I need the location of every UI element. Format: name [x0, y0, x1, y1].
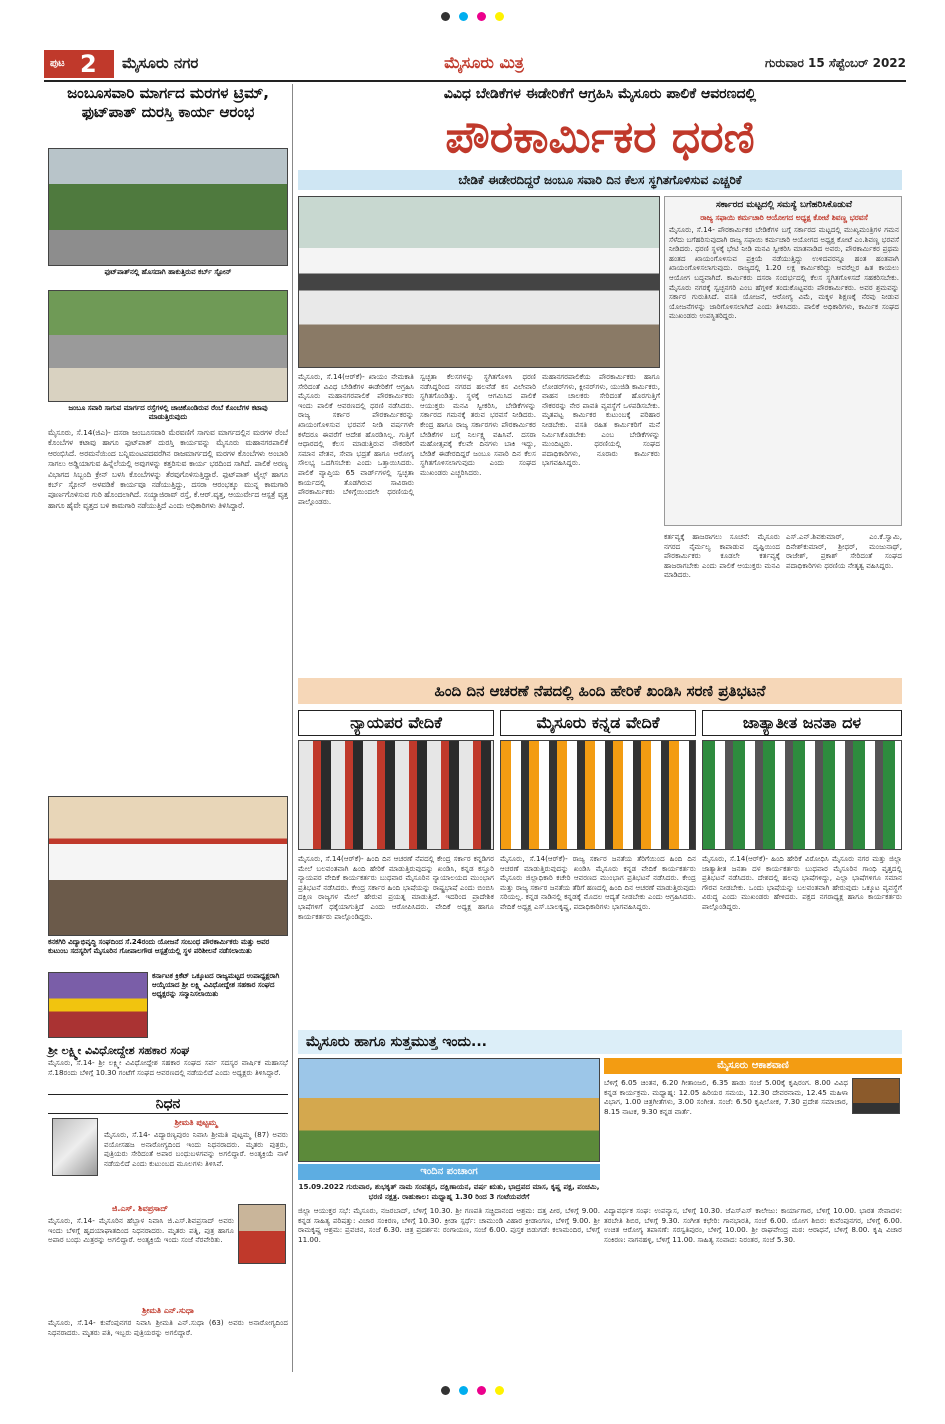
obituary-photo-2 [238, 1204, 286, 1264]
dot-icon [459, 12, 468, 21]
hindi-col3-title: ಜಾತ್ಯಾತೀತ ಜನತಾ ದಳ [702, 710, 902, 736]
obituary-text-3: ಮೈಸೂರು, ಸೆ.14- ಕುವೆಂಪುನಗರ ನಿವಾಸಿ ಶ್ರೀಮತಿ ಎನ್.ಸುಧಾ (63) ಅವರು ಅನಾರೋಗ್ಯದಿಂದ ನಿಧನರಾದರು. ಮೃತರು ಪತಿ, ಇಬ್ಬರು ಪುತ್ರಿಯರನ್ನು ಅಗಲಿದ್ದಾರೆ. [48, 1318, 288, 1337]
hindi-col1-text: ಮೈಸೂರು, ಸೆ.14(ಆರ್‌ಕೆ)- ಹಿಂದಿ ದಿನ ಆಚರಣೆ ನೆಪದಲ್ಲಿ ಕೇಂದ್ರ ಸರ್ಕಾರ ಕನ್ನಡಿಗರ ಮೇಲೆ ಬಲವಂತವಾಗಿ ಹಿಂದಿ ಹೇರಿಕೆ ಮಾಡುತ್ತಿರುವುದನ್ನು ಖಂಡಿಸಿ, ಕನ್ನಡ ಕಸ್ತೂರಿ ನ್ಯಾಯಪರ ವೇದಿಕೆ ಕಾರ್ಯಕರ್ತರು ಬುಧವಾರ ಮೈಸೂರಿನ ನ್ಯಾಯಾಲಯದ ಮುಂಭಾಗ ಪ್ರತಿಭಟನೆ ನಡೆಸಿದರು. ಕೇಂದ್ರ ಸರ್ಕಾರ ಹಿಂದಿ ಭಾಷೆಯನ್ನು ರಾಷ್ಟ್ರಭಾಷೆ ಎಂದು ಬಿಂಬಿಸಿ ದಕ್ಷಿಣ ರಾಜ್ಯಗಳ ಮೇಲೆ ಹೇರುವ ಪ್ರಯತ್ನ ಮಾಡುತ್ತಿದೆ. ಇದರಿಂದ ಪ್ರಾದೇಶಿಕ ಭಾಷೆಗಳಿಗೆ ಧಕ್ಕೆಯಾಗುತ್ತಿದೆ ಎಂದು ಆರೋಪಿಸಿದರು. ವೇದಿಕೆ ಅಧ್ಯಕ್ಷ ಹಾಗೂ ಕಾರ್ಯಕರ್ತರು ಪಾಲ್ಗೊಂಡಿದ್ದರು. [298, 854, 494, 921]
main-body-col5: ಎಸ್.ಎನ್.ಶಿವಕುಮಾರ್, ಎಂ.ಕೆ.ಸ್ವಾಮಿ, ದಿನೇಶ್‌ಕುಮಾರ್, ಶ್ರೀಧರ್, ಮಂಜುನಾಥ್, ರಾಜೇಶ್, ಪ್ರಕಾಶ್ ಸೇರಿದಂತೆ ಸಂಘದ ಪದಾಧಿಕಾರಿಗಳು ಧರಣಿಯ ನೇತೃತ್ವ ವಹಿಸಿದ್ದರು. [786, 532, 902, 570]
page-number: 2 [80, 50, 97, 78]
page-word: ಪುಟ [50, 58, 65, 69]
obituary-name-1: ಶ್ರೀಮತಿ ಪುಟ್ಟಮ್ಮ [174, 1118, 218, 1127]
dot-icon [477, 1386, 486, 1395]
footpath-photo-caption: ಜಂಬೂ ಸವಾರಿ ಸಾಗುವ ಮಾರ್ಗದ ರಸ್ತೆಗಳಲ್ಲಿ ಚಾಚಿಕೊಂಡಿರುವ ರೆಂಬೆ ಕೊಂಬೆಗಳ ಕಟಾವು ಮಾಡುತ್ತಿರುವುದು [68, 404, 268, 421]
panchanga-text: 15.09.2022 ಗುರುವಾರ, ಶುಭಕೃತ್ ನಾಮ ಸಂವತ್ಸರ, ದಕ್ಷಿಣಾಯನ, ವರ್ಷ ಋತು, ಭಾದ್ರಪದ ಮಾಸ, ಕೃಷ್ಣ ಪಕ್ಷ, ಪಂಚಮಿ, ಭರಣಿ ನಕ್ಷತ್ರ. ರಾಹುಕಾಲ: ಮಧ್ಯಾಹ್ನ 1.30 ರಿಂದ 3 ಗಂಟೆಯವರೆಗೆ [298, 1182, 600, 1201]
page-header [44, 50, 906, 80]
trees-photo [48, 148, 288, 266]
protest-photo [298, 196, 660, 368]
dot-icon [441, 12, 450, 21]
radio-text: ಬೆಳಿಗ್ಗೆ 6.05 ಚಿಂತನ, 6.20 ಗೀತಾಂಜಲಿ, 6.35 ಹಾಡು ಸಂಜೆ 5.00ಕ್ಕೆ ಕೃಷಿರಂಗ. 8.00 ವಿವಿಧ ಕನ್ನಡ ಕಾರ್ಯಕ್ರಮ. ಮಧ್ಯಾಹ್ನ: 12.05 ಹಿರಿಯರ ಸಮಯ, 12.30 ದೇವರನಾಮ, 12.45 ಮಹಿಳಾ ವಿಭಾಗ, 1.00 ಚಿತ್ರಗೀತೆಗಳು, 3.00 ಸಂಗೀತ. ಸಂಜೆ: 6.50 ಕೃಷಿಲೋಕ, 7.30 ಪ್ರದೇಶ ಸಮಾಚಾರ, 8.15 ನಾಟಕ, 9.30 ಕನ್ನಡ ವಾರ್ತೆ. [604, 1078, 848, 1116]
hindi-photo-1 [298, 740, 494, 850]
obituary-photo-1 [52, 1118, 98, 1176]
hindi-col3-text: ಮೈಸೂರು, ಸೆ.14(ಆರ್‌ಕೆ)- ಹಿಂದಿ ಹೇರಿಕೆ ವಿರೋಧಿಸಿ ಮೈಸೂರು ನಗರ ಮತ್ತು ಜಿಲ್ಲಾ ಜಾತ್ಯಾತೀತ ಜನತಾ ದಳ ಕಾರ್ಯಕರ್ತರು ಬುಧವಾರ ಮೈಸೂರಿನ ಗಾಂಧಿ ವೃತ್ತದಲ್ಲಿ ಪ್ರತಿಭಟನೆ ನಡೆಸಿದರು. ದೇಶದಲ್ಲಿ ಹಲವು ಭಾಷೆಗಳಿದ್ದು, ಎಲ್ಲಾ ಭಾಷೆಗಳಿಗೂ ಸಮಾನ ಗೌರವ ನೀಡಬೇಕು. ಒಂದು ಭಾಷೆಯನ್ನು ಬಲವಂತವಾಗಿ ಹೇರುವುದು ಒಕ್ಕೂಟ ವ್ಯವಸ್ಥೆಗೆ ವಿರುದ್ಧ ಎಂದು ಮುಖಂಡರು ಹೇಳಿದರು. ಪಕ್ಷದ ನಗರಾಧ್ಯಕ್ಷ ಹಾಗೂ ಕಾರ್ಯಕರ್ತರು ಪಾಲ್ಗೊಂಡಿದ್ದರು. [702, 854, 902, 911]
events-left: ಜಿಲ್ಲಾ ಆಯುಕ್ತರ ಸಭೆ: ಮೈಸೂರು, ನಜರಬಾದ್, ಬೆಳಿಗ್ಗೆ 10.30. ಶ್ರೀ ಗಣಪತಿ ಸಚ್ಚಿದಾನಂದ ಆಶ್ರಮ: ದತ್ತ ಪೀಠ, ಬೆಳಿಗ್ಗೆ 9.00. ಕನ್ನಡ ಸಾಹಿತ್ಯ ಪರಿಷತ್ತು: ವಿಚಾರ ಸಂಕಿರಣ, ಬೆಳಿಗ್ಗೆ 10.30. ಕ್ರೀಡಾ ಸ್ಪರ್ಧೆ: ಚಾಮುಂಡಿ ವಿಹಾರ ಕ್ರೀಡಾಂಗಣ, ಬೆಳಿಗ್ಗೆ 9.00. ಶ್ರೀ ರಾಮಕೃಷ್ಣ ಆಶ್ರಮ: ಪ್ರವಚನ, ಸಂಜೆ 6.30. ಚಿತ್ರ ಪ್ರದರ್ಶನ: ರಂಗಾಯಣ, ಸಂಜೆ 6.00. ಪುಸ್ತಕ ಬಿಡುಗಡೆ: ಕಲಾಮಂದಿರ, ಬೆಳಿಗ್ಗೆ 11.00. [298, 1206, 600, 1244]
obituary-name-2: ಜಿ.ಎಸ್. ಶಿವಪ್ರಸಾದ್ [111, 1204, 169, 1213]
sidebar-title: ಸರ್ಕಾರದ ಮಟ್ಟದಲ್ಲಿ ಸಮಸ್ಯೆ ಬಗೆಹರಿಸಿಕೊಡುವೆ [715, 200, 853, 210]
award-text: ಮೈಸೂರು, ಸೆ.14- ಶ್ರೀ ಲಕ್ಷ್ಮೀ ವಿವಿಧೋದ್ದೇಶ ಸಹಕಾರ ಸಂಘದ ಸರ್ವ ಸದಸ್ಯರ ವಾರ್ಷಿಕ ಮಹಾಸಭೆ ಸೆ.18ರಂದು ಬೆಳಿಗ್ಗೆ 10.30 ಗಂಟೆಗೆ ಸಂಘದ ಆವರಣದಲ್ಲಿ ನಡೆಯಲಿದೆ ಎಂದು ಅಧ್ಯಕ್ಷರು ತಿಳಿಸಿದ್ದಾರೆ. [48, 1058, 288, 1077]
masthead: ಮೈಸೂರು ಮಿತ್ರ [444, 53, 524, 72]
left-headline: ಜಂಬೂಸವಾರಿ ಮಾರ್ಗದ ಮರಗಳ ಟ್ರಿಮ್, ಫುಟ್‌ಪಾತ್ ದುರಸ್ತಿ ಕಾರ್ಯ ಆರಂಭ [67, 84, 269, 121]
sidebar-subtitle: ರಾಜ್ಯ ಸಫಾಯಿ ಕರ್ಮಚಾರಿ ಆಯೋಗದ ಅಧ್ಯಕ್ಷ ಕೋಟೆ ಶಿವಣ್ಣ ಭರವಸೆ [700, 213, 868, 222]
award-heading: ಶ್ರೀ ಲಕ್ಷ್ಮೀ ವಿವಿಧೋದ್ದೇಶ ಸಹಕಾರ ಸಂಘ [48, 1044, 190, 1057]
header-rule [44, 80, 906, 82]
radio-icon [852, 1078, 900, 1114]
footpath-photo [48, 290, 288, 402]
main-headline: ಪೌರಕಾರ್ಮಿಕರ ಧರಣಿ [445, 112, 755, 163]
events-right: ವಿದ್ಯಾವರ್ಧಕ ಸಂಘ: ಉಪನ್ಯಾಸ, ಬೆಳಿಗ್ಗೆ 10.30. ಜೆಎಸ್‌ಎಸ್ ಕಾಲೇಜು: ಕಾರ್ಯಾಗಾರ, ಬೆಳಿಗ್ಗೆ 10.00. ಭಾರತ ಸೇವಾದಳ: ತರಬೇತಿ ಶಿಬಿರ, ಬೆಳಿಗ್ಗೆ 9.30. ಸಂಗೀತ ಕಛೇರಿ: ಗಾನಭಾರತಿ, ಸಂಜೆ 6.00. ಯೋಗ ಶಿಬಿರ: ಕುವೆಂಪುನಗರ, ಬೆಳಿಗ್ಗೆ 6.00. ಉಚಿತ ಆರೋಗ್ಯ ತಪಾಸಣೆ: ಸರಸ್ವತಿಪುರಂ, ಬೆಳಿಗ್ಗೆ 10.00. ಶ್ರೀ ರಾಘವೇಂದ್ರ ಮಠ: ಆರಾಧನೆ, ಬೆಳಿಗ್ಗೆ 8.00. ಕೃಷಿ ವಿಚಾರ ಸಂಕಿರಣ: ನಾಗನಹಳ್ಳಿ, ಬೆಳಿಗ್ಗೆ 11.00. ಸಾಹಿತ್ಯ ಸಂವಾದ: ನಿರಂತರ, ಸಂಜೆ 5.30. [604, 1206, 902, 1244]
main-deck: ಬೇಡಿಕೆ ಈಡೇರದಿದ್ದರೆ ಜಂಬೂ ಸವಾರಿ ದಿನ ಕೆಲಸ ಸ್ಥಗಿತಗೊಳಿಸುವ ಎಚ್ಚರಿಕೆ [298, 170, 902, 190]
hindi-col2-title: ಮೈಸೂರು ಕನ್ನಡ ವೇದಿಕೆ [500, 710, 696, 736]
main-body-col1: ಮೈಸೂರು, ಸೆ.14(ಆರ್‌ಕೆ)- ಖಾಯಂ ನೇಮಕಾತಿ ಸೇರಿದಂತೆ ವಿವಿಧ ಬೇಡಿಕೆಗಳ ಈಡೇರಿಕೆಗೆ ಆಗ್ರಹಿಸಿ ಮೈಸೂರು ಮಹಾನಗರಪಾಲಿಕೆ ಪೌರಕಾರ್ಮಿಕರು ಇಂದು ಪಾಲಿಕೆ ಆವರಣದಲ್ಲಿ ಧರಣಿ ನಡೆಸಿದರು. ರಾಜ್ಯ ಸರ್ಕಾರ ಪೌರಕಾರ್ಮಿಕರನ್ನು ಖಾಯಂಗೊಳಿಸುವ ಭರವಸೆ ನೀಡಿ ವರ್ಷಗಳೇ ಕಳೆದರೂ ಈವರೆಗೆ ಆದೇಶ ಹೊರಡಿಸಿಲ್ಲ. ಗುತ್ತಿಗೆ ಆಧಾರದಲ್ಲಿ ಕೆಲಸ ಮಾಡುತ್ತಿರುವ ನೌಕರರಿಗೆ ಸಮಾನ ವೇತನ, ಸೇವಾ ಭದ್ರತೆ ಹಾಗೂ ಆರೋಗ್ಯ ಸೌಲಭ್ಯ ಒದಗಿಸಬೇಕು ಎಂದು ಒತ್ತಾಯಿಸಿದರು. ಪಾಲಿಕೆ ವ್ಯಾಪ್ತಿಯ 65 ವಾರ್ಡ್‌ಗಳಲ್ಲಿ ಸ್ವಚ್ಛತಾ ಕಾರ್ಯದಲ್ಲಿ ತೊಡಗಿರುವ ಸಾವಿರಾರು ಪೌರಕಾರ್ಮಿಕರು ಬೆಳಿಗ್ಗೆಯಿಂದಲೇ ಧರಣಿಯಲ್ಲಿ ಪಾಲ್ಗೊಂಡರು. [298, 372, 414, 506]
panchanga-title: ಇಂದಿನ ಪಂಚಾಂಗ [298, 1164, 600, 1180]
registration-dots-top [12, 6, 933, 18]
dot-icon [459, 1386, 468, 1395]
radio-title: ಮೈಸೂರು ಆಕಾಶವಾಣಿ [604, 1058, 902, 1074]
dot-icon [477, 12, 486, 21]
trees-photo-caption: ಫುಟ್‌ಪಾತ್‌ನಲ್ಲಿ ಹೊಸದಾಗಿ ಹಾಕುತ್ತಿರುವ ಕರ್ಬ್ ಸ್ಟೋನ್ [104, 268, 232, 276]
issue-date: ಗುರುವಾರ 15 ಸೆಪ್ಟೆಂಬರ್ 2022 [765, 56, 906, 70]
section-name: ಮೈಸೂರು ನಗರ [122, 54, 199, 72]
hindi-photo-2 [500, 740, 696, 850]
left-story-body: ಮೈಸೂರು, ಸೆ.14(ಜಿಎ)- ದಸರಾ ಜಂಬೂಸವಾರಿ ಮೆರವಣಿಗೆ ಸಾಗುವ ಮಾರ್ಗದಲ್ಲಿನ ಮರಗಳ ರೆಂಬೆ ಕೊಂಬೆಗಳ ಕಟಾವು ಹಾಗೂ ಫುಟ್‌ಪಾತ್ ದುರಸ್ತಿ ಕಾರ್ಯವನ್ನು ಮೈಸೂರು ಮಹಾನಗರಪಾಲಿಕೆ ಆರಂಭಿಸಿದೆ. ಅರಮನೆಯಿಂದ ಬನ್ನಿಮಂಟಪದವರೆಗಿನ ರಾಜಮಾರ್ಗದಲ್ಲಿ ಮರಗಳ ಕೊಂಬೆಗಳು ಅಂಬಾರಿ ಸಾಗಲು ಅಡ್ಡಿಯಾಗುವ ಹಿನ್ನೆಲೆಯಲ್ಲಿ ಅವುಗಳನ್ನು ಕತ್ತರಿಸುವ ಕಾರ್ಯ ಭರದಿಂದ ಸಾಗಿದೆ. ಪಾಲಿಕೆ ಅರಣ್ಯ ವಿಭಾಗದ ಸಿಬ್ಬಂದಿ ಕ್ರೇನ್ ಬಳಸಿ ಕೊಂಬೆಗಳನ್ನು ತೆರವುಗೊಳಿಸುತ್ತಿದ್ದಾರೆ. ಫುಟ್‌ಪಾತ್ ಟೈಲ್ಸ್ ಹಾಗೂ ಕರ್ಬ್ ಸ್ಟೋನ್ ಅಳವಡಿಕೆ ಕಾರ್ಯವೂ ನಡೆಯುತ್ತಿದ್ದು, ದಸರಾ ಆರಂಭಕ್ಕೂ ಮುನ್ನ ಕಾಮಗಾರಿ ಪೂರ್ಣಗೊಳಿಸುವ ಗುರಿ ಹೊಂದಲಾಗಿದೆ. ಸಯ್ಯಾಜಿರಾವ್ ರಸ್ತೆ, ಕೆ.ಆರ್.ವೃತ್ತ, ಆಯುರ್ವೇದ ಆಸ್ಪತ್ರೆ ವೃತ್ತ ಹಾಗೂ ಹೈವೇ ವೃತ್ತದ ಬಳಿ ಕಾಮಗಾರಿ ನಡೆಯುತ್ತಿದೆ ಎಂದು ಅಧಿಕಾರಿಗಳು ತಿಳಿಸಿದ್ದಾರೆ. [48, 428, 288, 510]
dot-icon [495, 12, 504, 21]
main-body-col4: ಕರ್ತವ್ಯಕ್ಕೆ ಹಾಜರಾಗಲು ಸೂಚನೆ: ಮೈಸೂರು ನಗರದ ನೈರ್ಮಲ್ಯ ಕಾಪಾಡುವ ದೃಷ್ಟಿಯಿಂದ ಪೌರಕಾರ್ಮಿಕರು ಕೂಡಲೇ ಕರ್ತವ್ಯಕ್ಕೆ ಹಾಜರಾಗಬೇಕು ಎಂದು ಪಾಲಿಕೆ ಆಯುಕ್ತರು ಮನವಿ ಮಾಡಿದರು. [664, 532, 780, 580]
today-title: ಮೈಸೂರು ಹಾಗೂ ಸುತ್ತಮುತ್ತ ಇಂದು... [298, 1030, 902, 1054]
award-photo [48, 972, 148, 1038]
hindi-col2-text: ಮೈಸೂರು, ಸೆ.14(ಆರ್‌ಕೆ)- ರಾಜ್ಯ ಸರ್ಕಾರ ಜನತೆಯ ತೆರಿಗೆಯಿಂದ ಹಿಂದಿ ದಿನ ಆಚರಣೆ ಮಾಡುತ್ತಿರುವುದನ್ನು ಖಂಡಿಸಿ ಮೈಸೂರು ಕನ್ನಡ ವೇದಿಕೆ ಕಾರ್ಯಕರ್ತರು ಮೈಸೂರು ಜಿಲ್ಲಾಧಿಕಾರಿ ಕಚೇರಿ ಆವರಣದ ಮುಂಭಾಗ ಪ್ರತಿಭಟನೆ ನಡೆಸಿದರು. ಕೇಂದ್ರ ಮತ್ತು ರಾಜ್ಯ ಸರ್ಕಾರ ಜನತೆಯ ತೆರಿಗೆ ಹಣದಲ್ಲಿ ಹಿಂದಿ ದಿನ ಆಚರಣೆ ಮಾಡುತ್ತಿರುವುದು ಸರಿಯಲ್ಲ. ಕನ್ನಡ ನಾಡಿನಲ್ಲಿ ಕನ್ನಡಕ್ಕೆ ಮೊದಲ ಆದ್ಯತೆ ನೀಡಬೇಕು ಎಂದು ಆಗ್ರಹಿಸಿದರು. ವೇದಿಕೆ ಅಧ್ಯಕ್ಷ ಎಸ್.ಬಾಲಕೃಷ್ಣ, ಪದಾಧಿಕಾರಿಗಳು ಭಾಗವಹಿಸಿದ್ದರು. [500, 854, 696, 911]
hindi-photo-3 [702, 740, 902, 850]
main-kicker: ವಿವಿಧ ಬೇಡಿಕೆಗಳ ಈಡೇರಿಕೆಗೆ ಆಗ್ರಹಿಸಿ ಮೈಸೂರು ಪಾಲಿಕೆ ಆವರಣದಲ್ಲಿ [443, 86, 757, 102]
column-divider [292, 84, 293, 1372]
hindi-banner: ಹಿಂದಿ ದಿನ ಆಚರಣೆ ನೆಪದಲ್ಲಿ ಹಿಂದಿ ಹೇರಿಕೆ ಖಂಡಿಸಿ ಸರಣಿ ಪ್ರತಿಭಟನೆ [298, 678, 902, 704]
dot-icon [495, 1386, 504, 1395]
main-body-col2: ಸ್ವಚ್ಛತಾ ಕೆಲಸಗಳನ್ನು ಸ್ಥಗಿತಗೊಳಿಸಿ ಧರಣಿ ನಡೆಸಿದ್ದರಿಂದ ನಗರದ ಹಲವೆಡೆ ಕಸ ವಿಲೇವಾರಿ ಸ್ಥಗಿತಗೊಂಡಿತ್ತು. ಸ್ಥಳಕ್ಕೆ ಆಗಮಿಸಿದ ಪಾಲಿಕೆ ಆಯುಕ್ತರು ಮನವಿ ಸ್ವೀಕರಿಸಿ, ಬೇಡಿಕೆಗಳನ್ನು ಸರ್ಕಾರದ ಗಮನಕ್ಕೆ ತರುವ ಭರವಸೆ ನೀಡಿದರು. ಕೇಂದ್ರ ಹಾಗೂ ರಾಜ್ಯ ಸರ್ಕಾರಗಳು ಪೌರಕಾರ್ಮಿಕರ ಬೇಡಿಕೆಗಳ ಬಗ್ಗೆ ನಿರ್ಲಕ್ಷ್ಯ ವಹಿಸಿವೆ. ದಸರಾ ಮಹೋತ್ಸವಕ್ಕೆ ಕೆಲವೇ ದಿನಗಳು ಬಾಕಿ ಇದ್ದು, ಬೇಡಿಕೆ ಈಡೇರದಿದ್ದರೆ ಜಂಬೂ ಸವಾರಿ ದಿನ ಕೆಲಸ ಸ್ಥಗಿತಗೊಳಿಸಲಾಗುವುದು ಎಂದು ಸಂಘದ ಮುಖಂಡರು ಎಚ್ಚರಿಸಿದರು. [420, 372, 536, 477]
hospital-photo-caption: ಕನಕಗಿರಿ ವಿದ್ಯಾಭಿವೃದ್ಧಿ ಸಂಘದಿಂದ ಸೆ.24ರಂದು ಯೋಜನೆ ಸಂಬಂಧ ಪೌರಕಾರ್ಮಿಕರು ಮತ್ತು ಅವರ ಕುಟುಂಬ ಸದಸ್ಯರಿಗೆ ಮೈಸೂರಿನ ಗೋಪಾಲಗೌಡ ಆಸ್ಪತ್ರೆಯಲ್ಲಿ ಸ್ಥಳ ಪರಿಶೀಲನೆ ನಡೆಸಲಾಯಿತು [48, 938, 270, 955]
hindi-col1-title: ನ್ಯಾಯಪರ ವೇದಿಕೆ [298, 710, 494, 736]
obituary-text-2: ಮೈಸೂರು, ಸೆ.14- ಮೈಸೂರಿನ ಹೆಬ್ಬಾಳ ನಿವಾಸಿ ಜಿ.ಎಸ್.ಶಿವಪ್ರಸಾದ್ ಅವರು ಇಂದು ಬೆಳಿಗ್ಗೆ ಹೃದಯಾಘಾತದಿಂದ ನಿಧನರಾದರು. ಮೃತರು ಪತ್ನಿ, ಪುತ್ರ ಹಾಗೂ ಅಪಾರ ಬಂಧು ಮಿತ್ರರನ್ನು ಅಗಲಿದ್ದಾರೆ. ಅಂತ್ಯಕ್ರಿಯೆ ಇಂದು ಸಂಜೆ ನೆರವೇರಿತು. [48, 1216, 234, 1245]
sidebar-body: ಮೈಸೂರು, ಸೆ.14- ಪೌರಕಾರ್ಮಿಕರ ಬೇಡಿಕೆಗಳ ಬಗ್ಗೆ ಸರ್ಕಾರದ ಮಟ್ಟದಲ್ಲಿ ಮುಖ್ಯಮಂತ್ರಿಗಳ ಗಮನ ಸೆಳೆದು ಬಗೆಹರಿಸುವುದಾಗಿ ರಾಜ್ಯ ಸಫಾಯಿ ಕರ್ಮಚಾರಿ ಆಯೋಗದ ಅಧ್ಯಕ್ಷ ಕೋಟೆ ಎಂ.ಶಿವಣ್ಣ ಭರವಸೆ ನೀಡಿದರು. ಧರಣಿ ಸ್ಥಳಕ್ಕೆ ಭೇಟಿ ನೀಡಿ ಮನವಿ ಸ್ವೀಕರಿಸಿ ಮಾತನಾಡಿದ ಅವರು, ಪೌರಕಾರ್ಮಿಕರ ಪ್ರಥಮ ಹಂತದ ಖಾಯಂಗೊಳಿಸುವ ಪ್ರಕ್ರಿಯೆ ನಡೆಯುತ್ತಿದ್ದು ಉಳಿದವರನ್ನೂ ಹಂತ ಹಂತವಾಗಿ ಖಾಯಂಗೊಳಿಸಲಾಗುವುದು. ರಾಜ್ಯದಲ್ಲಿ 1.20 ಲಕ್ಷ ಕಾರ್ಮಿಕರಿದ್ದು ಅವರೆಲ್ಲರ ಹಿತ ಕಾಯಲು ಆಯೋಗ ಬದ್ಧವಾಗಿದೆ. ಕಾರ್ಮಿಕರು ದಸರಾ ಸಂದರ್ಭದಲ್ಲಿ ಕೆಲಸ ಸ್ಥಗಿತಗೊಳಿಸದೆ ಸಹಕರಿಸಬೇಕು. ಮೈಸೂರು ನಗರಕ್ಕೆ ಸ್ವಚ್ಛನಗರಿ ಎಂಬ ಹೆಗ್ಗಳಿಕೆ ತಂದುಕೊಟ್ಟವರು ಪೌರಕಾರ್ಮಿಕರು. ಅವರ ಶ್ರಮವನ್ನು ಸರ್ಕಾರ ಗುರುತಿಸಿದೆ. ವಸತಿ ಯೋಜನೆ, ಆರೋಗ್ಯ ವಿಮೆ, ಮಕ್ಕಳ ಶಿಕ್ಷಣಕ್ಕೆ ನೆರವು ನೀಡುವ ಯೋಜನೆಗಳನ್ನು ಜಾರಿಗೊಳಿಸಲಾಗಿದೆ ಎಂದು ತಿಳಿಸಿದರು. ಪಾಲಿಕೆ ಅಧಿಕಾರಿಗಳು, ಕಾರ್ಮಿಕ ಸಂಘದ ಮುಖಂಡರು ಉಪಸ್ಥಿತರಿದ್ದರು. [669, 225, 899, 321]
hospital-photo [48, 796, 288, 936]
award-caption: ಕರ್ನಾಟಕ ಕ್ರಿಕೆಟ್ ಒಕ್ಕೂಟದ ರಾಜ್ಯಮಟ್ಟದ ಉಪಾಧ್ಯಕ್ಷರಾಗಿ ಆಯ್ಕೆಯಾದ ಶ್ರೀ ಲಕ್ಷ್ಮಿ ವಿವಿಧೋದ್ದೇಶ ಸಹಕಾರ ಸಂಘದ ಅಧ್ಯಕ್ಷರನ್ನು ಸನ್ಮಾನಿಸಲಾಯಿತು [152, 972, 280, 998]
obituary-title: ನಿಧನ [48, 1094, 288, 1114]
registration-dots-bottom [12, 1380, 933, 1392]
page-number-box [44, 50, 114, 78]
main-body-col3: ಮಹಾನಗರಪಾಲಿಕೆಯ ಪೌರಕಾರ್ಮಿಕರು ಹಾಗೂ ಲೋಡರ್‌ಗಳು, ಕ್ಲೀನರ್‌ಗಳು, ಯುಜಿಡಿ ಕಾರ್ಮಿಕರು, ವಾಹನ ಚಾಲಕರು ಸೇರಿದಂತೆ ಹೊರಗುತ್ತಿಗೆ ನೌಕರರನ್ನು ನೇರ ಪಾವತಿ ವ್ಯವಸ್ಥೆಗೆ ಒಳಪಡಿಸಬೇಕು. ಮೃತಪಟ್ಟ ಕಾರ್ಮಿಕರ ಕುಟುಂಬಕ್ಕೆ ಪರಿಹಾರ ನೀಡಬೇಕು. ವಸತಿ ರಹಿತ ಕಾರ್ಮಿಕರಿಗೆ ಮನೆ ನಿರ್ಮಿಸಿಕೊಡಬೇಕು ಎಂಬ ಬೇಡಿಕೆಗಳನ್ನು ಮುಂದಿಟ್ಟರು. ಧರಣಿಯಲ್ಲಿ ಸಂಘದ ಪದಾಧಿಕಾರಿಗಳು, ನೂರಾರು ಕಾರ್ಮಿಕರು ಭಾಗವಹಿಸಿದ್ದರು. [542, 372, 660, 468]
sidebar-box [664, 196, 902, 526]
palace-photo [298, 1058, 600, 1162]
obituary-name-3: ಶ್ರೀಮತಿ ಎನ್.ಸುಧಾ [142, 1306, 194, 1315]
obituary-text-1: ಮೈಸೂರು, ಸೆ.14- ವಿದ್ಯಾರಣ್ಯಪುರಂ ನಿವಾಸಿ ಶ್ರೀಮತಿ ಪುಟ್ಟಮ್ಮ (87) ಅವರು ವಯೋಸಹಜ ಅನಾರೋಗ್ಯದಿಂದ ಇಂದು ನಿಧನರಾದರು. ಮೃತರು ಪುತ್ರರು, ಪುತ್ರಿಯರು ಸೇರಿದಂತೆ ಅಪಾರ ಬಂಧುಬಳಗವನ್ನು ಅಗಲಿದ್ದಾರೆ. ಅಂತ್ಯಕ್ರಿಯೆ ನಾಳೆ ನಡೆಯಲಿದೆ ಎಂದು ಕುಟುಂಬದ ಮೂಲಗಳು ತಿಳಿಸಿವೆ. [104, 1130, 288, 1168]
dot-icon [441, 1386, 450, 1395]
